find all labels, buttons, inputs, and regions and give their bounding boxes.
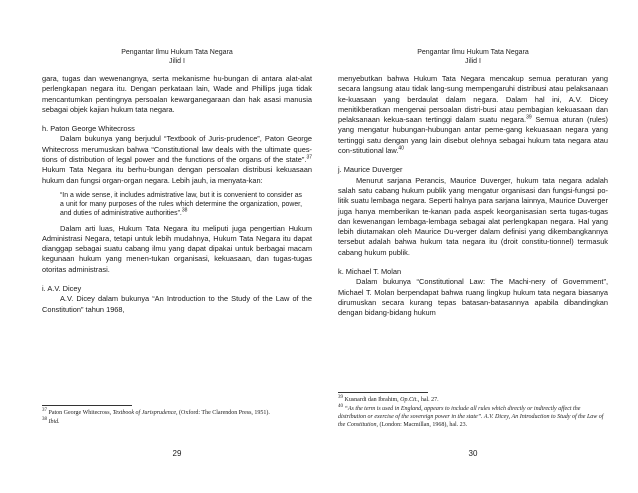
footnote-text: Paton George Whitecross, bbox=[47, 410, 113, 416]
footnote-ref: 38 bbox=[181, 208, 188, 215]
running-head-volume: Jilid I bbox=[465, 58, 481, 65]
running-head-right bbox=[338, 48, 608, 66]
quote-text: “In a wide sense, it includes admistrative law, but it is convenient to consider as a unit for many purposes of the rules which determine the organization, power, and duties of administrative authorities”. bbox=[60, 191, 302, 218]
footnote-39 bbox=[338, 396, 608, 404]
footnote-title: Ibid. bbox=[48, 419, 60, 425]
running-head-title: Pengantar Ilmu Hukum Tata Negara bbox=[121, 49, 233, 56]
paragraph: gara, tugas dan wewenangnya, serta mekanisme hu-bungan di antara alat-alat perlengkapan negara itu. Dengan perkataan lain, Wade and Phillips juga tidak mencantumkan pentingnya persoalan kewarganegaraan dan hak asasi manusia sebagai objek kajian hukum tata negara. bbox=[42, 74, 312, 114]
paragraph: Menurut sarjana Perancis, Maurice Duverger, hukum tata negara adalah salah satu cabang hukum publik yang mengatur organisasi dan fungsi-fungsi po-litik suatu lembaga negara. Seperti halnya para sarjana lainnya, Maurice Duverger juga hanya memberikan te-kanan pada aspek keorganisasian serta tugas-tugas dan kewenangan lembaga-lembaga sebagai alat perlengkapan negara. Hal yang lebih diutamakan oleh Maurice Du-verger dalam definisi yang dikembangkannya tersebut adalah bahwa hukum tata negara itu (droit constitu-tionnel) termasuk cabang hukum publik. bbox=[338, 175, 608, 257]
running-head-volume: Jilid I bbox=[169, 58, 185, 65]
block-quote bbox=[60, 191, 302, 219]
footnote-title: Textbook of Jurisprudence bbox=[112, 410, 177, 416]
paragraph-text: Hukum Tata Negara itu berhu-bungan dengan persoalan distribusi kekuasaan hukum dan fungsi organ-organ negara. Lebih jauh, ia menyata-kan: bbox=[42, 165, 312, 185]
footnotes-left bbox=[42, 405, 312, 427]
paragraph: Dalam bukunya “Constitutional Law: The Machi-nery of Government”, Michael T. Molan berpendapat bahwa ruang lingkup hukum tata negara biasanya dirumuskan secara kurang tepas batasan-batasannya apabila dibandingkan dengan bidang-bidang hukum bbox=[338, 277, 608, 318]
footnote-number: 37 bbox=[42, 408, 47, 413]
running-head-title: Pengantar Ilmu Hukum Tata Negara bbox=[417, 49, 529, 56]
footnote-text: (London: Macmillan, 1968), hal. 23. bbox=[378, 422, 468, 428]
footnote-divider bbox=[42, 405, 132, 406]
footnote-number: 38 bbox=[42, 417, 47, 422]
paragraph-text: Semua aturan (rules) yang mengatur hubungan-hubungan antar peme-gang kekuasaan negara yang tertinggi satu dengan yang lain disebut olehnya sebagai hukum tata negara atau con-stitutional law. bbox=[338, 115, 608, 156]
right-body-text bbox=[338, 74, 608, 319]
footnote-text: , (Oxford: The Clarendon Press, 1951). bbox=[176, 410, 270, 416]
footnote-ref: 40 bbox=[398, 145, 404, 152]
paragraph-text: menyebutkan bahwa Hukum Tata Negara mencakup semua peraturan yang secara langsung atau tidak lang-sung mempengaruhi distribusi atau pelaksanaan ke-kuasaan yang berdaulat dalam negara. Dalam hal ini, A.V. Dicey menitikberatkan mengenai persoalan distri-busi atau pembagian kekuasaan dan pelaksanaan kekua-saan tertinggi dalam suatu negara. bbox=[338, 74, 608, 125]
paragraph-text: Dalam bukunya yang berjudul “Textbook of Juris-prudence”, Paton George Whitecross merumuskan bahwa “Constitutional law deals with the ultimate ques-tions of distribution of legal power and the functions of the organs of the state”. bbox=[42, 134, 312, 165]
paragraph bbox=[338, 74, 608, 156]
paragraph: Dalam arti luas, Hukum Tata Negara itu meliputi juga pengertian Hukum Administrasi Negara, tetapi untuk lebih mudahnya, Hukum Tata Negara itu dapat dianggap sebagai suatu cabang ilmu yang dapat dipakai untuk berbagai macam kegunaan hukum yang menen-tukan organisasi, kekuasaan, dan tugas-tugas otoritas administrasi. bbox=[42, 223, 312, 274]
footnote-text: , hal. 27. bbox=[417, 397, 439, 403]
section-heading-h: h. Paton George Whitecross bbox=[42, 124, 135, 134]
section-heading-j: j. Maurice Duverger bbox=[338, 165, 403, 175]
footnote-38 bbox=[42, 418, 312, 426]
section-heading-k: k. Michael T. Molan bbox=[338, 267, 402, 277]
footnotes-right bbox=[338, 392, 608, 430]
footnote-ref: 39 bbox=[526, 114, 532, 121]
footnote-title: Op.Cit. bbox=[400, 397, 418, 403]
footnote-37 bbox=[42, 409, 312, 417]
left-page bbox=[42, 0, 312, 493]
section-heading-i: i. A.V. Dicey bbox=[42, 284, 82, 294]
left-body-text bbox=[42, 74, 312, 315]
footnote-ref: 37 bbox=[306, 154, 312, 161]
footnote-number: 40 bbox=[338, 404, 343, 409]
page-number-right: 30 bbox=[468, 449, 478, 458]
paragraph bbox=[42, 134, 312, 185]
right-page bbox=[338, 0, 608, 493]
paragraph: A.V. Dicey dalam bukunya “An Introduction to the Study of the Law of the Constitution” tahun 1968, bbox=[42, 294, 312, 314]
footnote-number: 39 bbox=[338, 395, 343, 400]
running-head-left bbox=[42, 48, 312, 66]
footnote-divider bbox=[338, 392, 428, 393]
footnote-title: “As the term is used in England, appears to include all rules which directly or indirectly affect the distribution or exercise of the sovereign power in the state”. A.V. Dicey, An Introduction to Study of the Law of the Constitution, bbox=[338, 406, 604, 428]
footnote-text: Kusnardi dan Ibrahim, bbox=[343, 397, 401, 403]
footnote-40 bbox=[338, 405, 608, 429]
page-number-left: 29 bbox=[172, 449, 182, 458]
